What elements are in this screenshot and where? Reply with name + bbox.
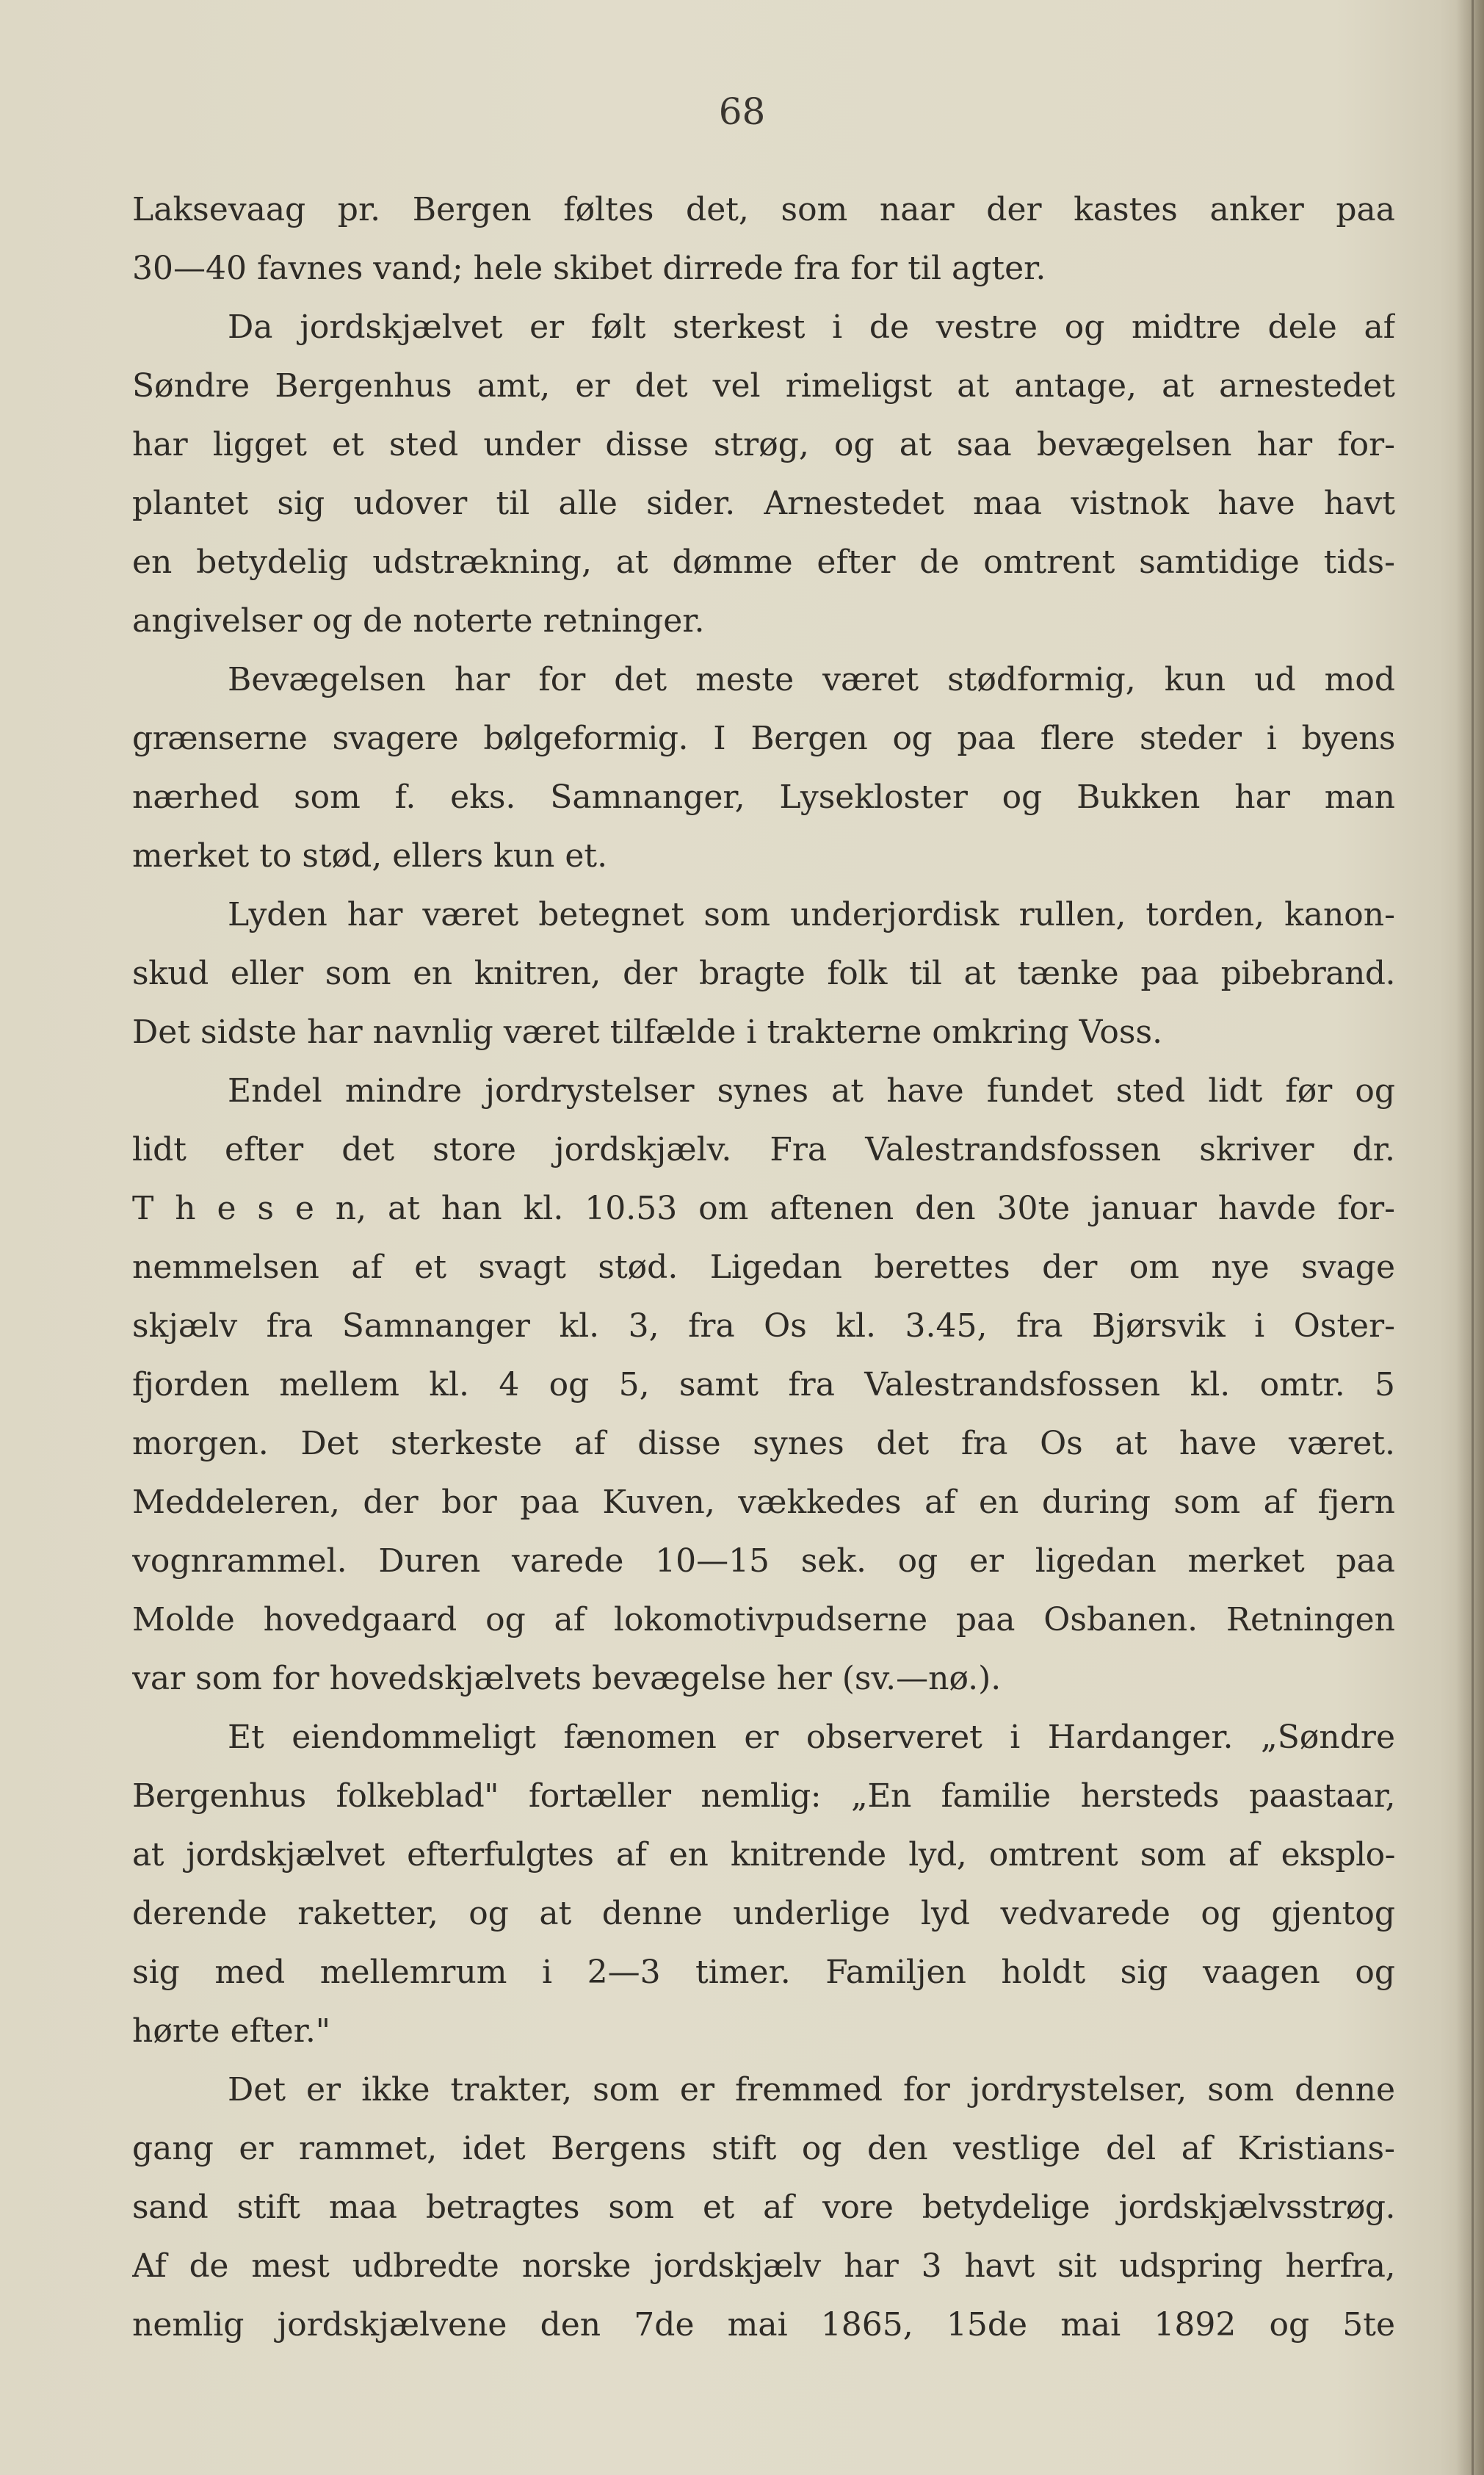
text-line: Endel mindre jordrystelser synes at have fundet sted lidt før og bbox=[228, 1072, 1395, 1110]
text-line: vognrammel. Duren varede 10—15 sek. og er ligedan merket paa bbox=[132, 1542, 1395, 1580]
text-line: fjorden mellem kl. 4 og 5, samt fra Valestrandsfossen kl. omtr. 5 bbox=[132, 1366, 1395, 1403]
text-line: grænserne svagere bølgeformig. I Bergen og paa flere steder i byens bbox=[132, 720, 1395, 757]
text-line: sig med mellemrum i 2—3 timer. Familjen holdt sig vaagen og bbox=[132, 1954, 1395, 1991]
text-line: Molde hovedgaard og af lokomotivpudserne paa Osbanen. Retningen bbox=[132, 1601, 1395, 1638]
text-line: Af de mest udbredte norske jordskjælv har 3 havt sit udspring herfra, bbox=[132, 2247, 1395, 2285]
text-line: Bergenhus folkeblad" fortæller nemlig: „En familie hersteds paastaar, bbox=[132, 1777, 1395, 1815]
text-line: skud eller som en knitren, der bragte folk til at tænke paa pibebrand. bbox=[132, 955, 1395, 992]
text-line: Et eiendommeligt fænomen er observeret i Hardanger. „Søndre bbox=[228, 1719, 1395, 1756]
text-line: morgen. Det sterkeste af disse synes det fra Os at have været. bbox=[132, 1425, 1395, 1462]
text-line: Søndre Bergenhus amt, er det vel rimeligst at antage, at arnestedet bbox=[132, 367, 1395, 405]
text-line: nemmelsen af et svagt stød. Ligedan berettes der om nye svage bbox=[132, 1249, 1395, 1286]
text-line: plantet sig udover til alle sider. Arnestedet maa vistnok have havt bbox=[132, 485, 1395, 522]
text-line: merket to stød, ellers kun et. bbox=[132, 837, 608, 875]
text-line: nærhed som f. eks. Samnanger, Lysekloster og Bukken har man bbox=[132, 778, 1395, 816]
text-line: Lyden har været betegnet som underjordisk rullen, torden, kanon- bbox=[228, 896, 1395, 933]
text-line: hørte efter." bbox=[132, 2012, 331, 2050]
text-line: lidt efter det store jordskjælv. Fra Valestrandsfossen skriver dr. bbox=[132, 1131, 1395, 1168]
page-edge-line bbox=[1472, 0, 1474, 2475]
page-number: 68 bbox=[718, 90, 766, 133]
text-line: nemlig jordskjælvene den 7de mai 1865, 15de mai 1892 og 5te bbox=[132, 2306, 1395, 2344]
text-line: angivelser og de noterte retninger. bbox=[132, 602, 705, 640]
text-line: T h e s e n, at han kl. 10.53 om aftenen den 30te januar havde for- bbox=[132, 1190, 1395, 1227]
text-line: sand stift maa betragtes som et af vore betydelige jordskjælvsstrøg. bbox=[132, 2189, 1395, 2226]
text-line: har ligget et sted under disse strøg, og at saa bevægelsen har for- bbox=[132, 426, 1395, 463]
text-line: Laksevaag pr. Bergen føltes det, som naar der kastes anker paa bbox=[132, 191, 1395, 228]
text-line: skjælv fra Samnanger kl. 3, fra Os kl. 3.45, fra Bjørsvik i Oster- bbox=[132, 1307, 1395, 1345]
text-line: Det er ikke trakter, som er fremmed for jordrystelser, som denne bbox=[228, 2071, 1395, 2109]
page-edge-shadow bbox=[1456, 0, 1484, 2475]
text-line: en betydelig udstrækning, at dømme efter de omtrent samtidige tids- bbox=[132, 543, 1395, 581]
text-line: gang er rammet, idet Bergens stift og den vestlige del af Kristians- bbox=[132, 2130, 1395, 2167]
text-line: Da jordskjælvet er følt sterkest i de vestre og midtre dele af bbox=[228, 308, 1395, 346]
text-line: 30—40 favnes vand; hele skibet dirrede fra for til agter. bbox=[132, 250, 1046, 287]
text-line: at jordskjælvet efterfulgtes af en knitrende lyd, omtrent som af eksplo- bbox=[132, 1836, 1395, 1874]
body-text bbox=[132, 181, 1395, 2355]
text-line: derende raketter, og at denne underlige lyd vedvarede og gjentog bbox=[132, 1895, 1395, 1932]
text-line: Det sidste har navnlig været tilfælde i trakterne omkring Voss. bbox=[132, 1014, 1163, 1051]
text-line: var som for hovedskjælvets bevægelse her (sv.—nø.). bbox=[132, 1660, 1002, 1697]
text-line: Meddeleren, der bor paa Kuven, vækkedes af en during som af fjern bbox=[132, 1484, 1395, 1521]
text-line: Bevægelsen har for det meste været stødformig, kun ud mod bbox=[228, 661, 1395, 698]
